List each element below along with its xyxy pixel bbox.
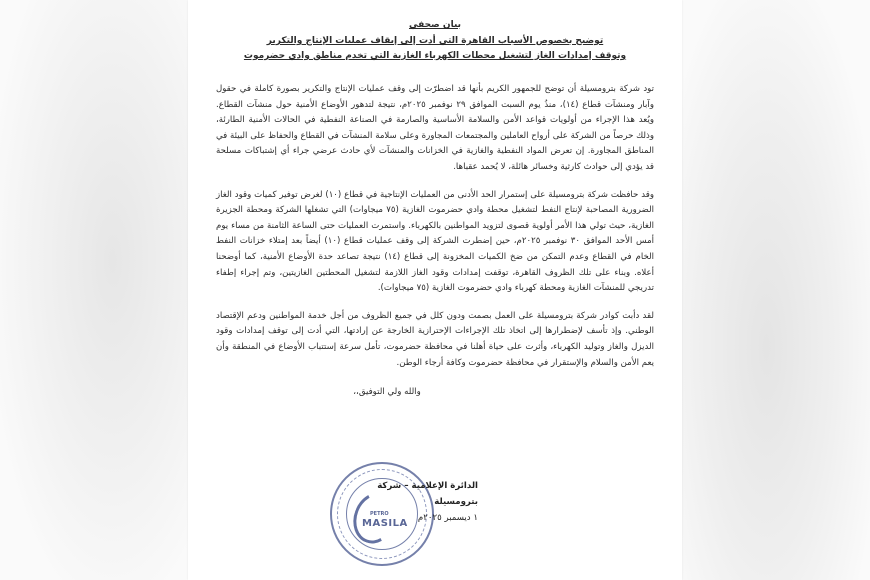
- paragraph-3: لقد دأبت كوادر شركة بترومسيلة على العمل بصمت ودون كلل في جميع الظروف من أجل خدمة المواطنين ودعم الإقتصاد الوطني. وإذ تأسف لإضطرارها إلى اتخاذ تلك الإجراءات الإحترازية الخارجة عن إرادتها، التي أدت إلى توقف إمدادات وقود الديزل والغاز وتوليد الكهرباء، وأثرت على حياة أهلنا في محافظة حضرموت، تأمل سرعة إستتباب الأوضاع في المنطقة وأن يعم الأمن والسلام والإستقرار في محافظة حضرموت وكافة أرجاء الوطن.: [216, 310, 654, 368]
- blurred-background-left: [0, 0, 188, 580]
- document-body: [216, 18, 654, 409]
- signature-block: [338, 478, 478, 526]
- stamp-logo-top-text: PETRO: [370, 511, 389, 517]
- signature-date: ١ ديسمبر ٢٠٢٥م: [417, 513, 478, 523]
- paragraph-1: تود شركة بترومسيلة أن توضح للجمهور الكريم بأنها قد اضطرّت إلى وقف عمليات الإنتاج والتكرير بصورة كاملة في حقول وآبار ومنشآت قطاع (١٤)، منذُ يوم السبت الموافق ٢٩ نوفمبر ٢٠٢٥م، نتيجة لتدهور الأوضاع الأمنية حول منشآت القطاع. ويُعد هذا الإجراء من أولويات قواعد الأمن والسلامة الأساسية والصارمة في الصناعة النفطية في الحالات الأمنية الطارئة، وذلك حرصاً من الشركة على أرواح العاملين والمجتمعات المجاورة وعلى سلامة المنشآت في القطاع والحفاظ على البيئة في المناطق المجاورة. إن تعرض المواد النفطية والغازية في الخزانات والمنشآت لأي حادث عرضي جراء أي إشتباكات مسلحة قد يؤدي إلى حوادث كارثية وخسائر هائلة، لا يُحمد عقباها.: [216, 84, 654, 172]
- signature-department: الدائرة الإعلامية – شركة بترومسيلة: [377, 481, 478, 507]
- document-subtitle-line-1: توضيح بخصوص الأسباب القاهرة التي أدت إلى إيقاف عمليات الإنتاج والتكرير: [266, 36, 604, 46]
- stamp-logo-main-text: MASILA: [362, 518, 408, 529]
- blurred-background-right: [682, 0, 870, 580]
- document-title: بيان صحفي: [408, 20, 461, 30]
- document-headings: [216, 18, 654, 64]
- press-release-page: [188, 0, 682, 580]
- document-subtitle-line-2: وتوقف إمدادات الغاز لتشغيل محطات الكهرباء الغازية التي تخدم مناطق وادي حضرموت: [243, 51, 627, 61]
- closing-line: والله ولي التوفيق،،: [353, 387, 421, 398]
- paragraph-2: وقد حافظت شركة بترومسيلة على إستمرار الحد الأدنى من العمليات الإنتاجية في قطاع (١٠) لغرض توفير كميات وقود الغاز الضرورية المصاحبة لإنتاج النفط لتشغيل محطة وادي حضرموت الغازية (٧٥ ميجاوات) التي تشغلها الشركة ومحطة الجزيرة الغازية، حيث تولي هذا الأمر أولوية قصوى لتزويد المواطنين بالكهرباء. واستمرت العمليات حتى الساعة الثامنة من مساء يوم أمس الأحد الموافق ٣٠ نوفمبر ٢٠٢٥م، حين إضطرت الشركة إلى وقف عمليات قطاع (١٠) أيضاً بعد إمتلاء خزانات النفط الخام في القطاع وعدم التمكن من ضخ الكميات المخزونة إلى قطاع (١٤) نتيجة تصاعد حدة الأوضاع الأمنية، كما أوضحنا أعلاه. وبناء على تلك الظروف القاهرة، توقفت إمدادات وقود الغاز اللازمة لتشغيل المحطتين الغازيتين، وتم إجراء إطفاء تدريجي للمنشآت الغازية ومحطة كهرباء وادي حضرموت الغازية (٧٥ ميجاوات).: [216, 189, 655, 294]
